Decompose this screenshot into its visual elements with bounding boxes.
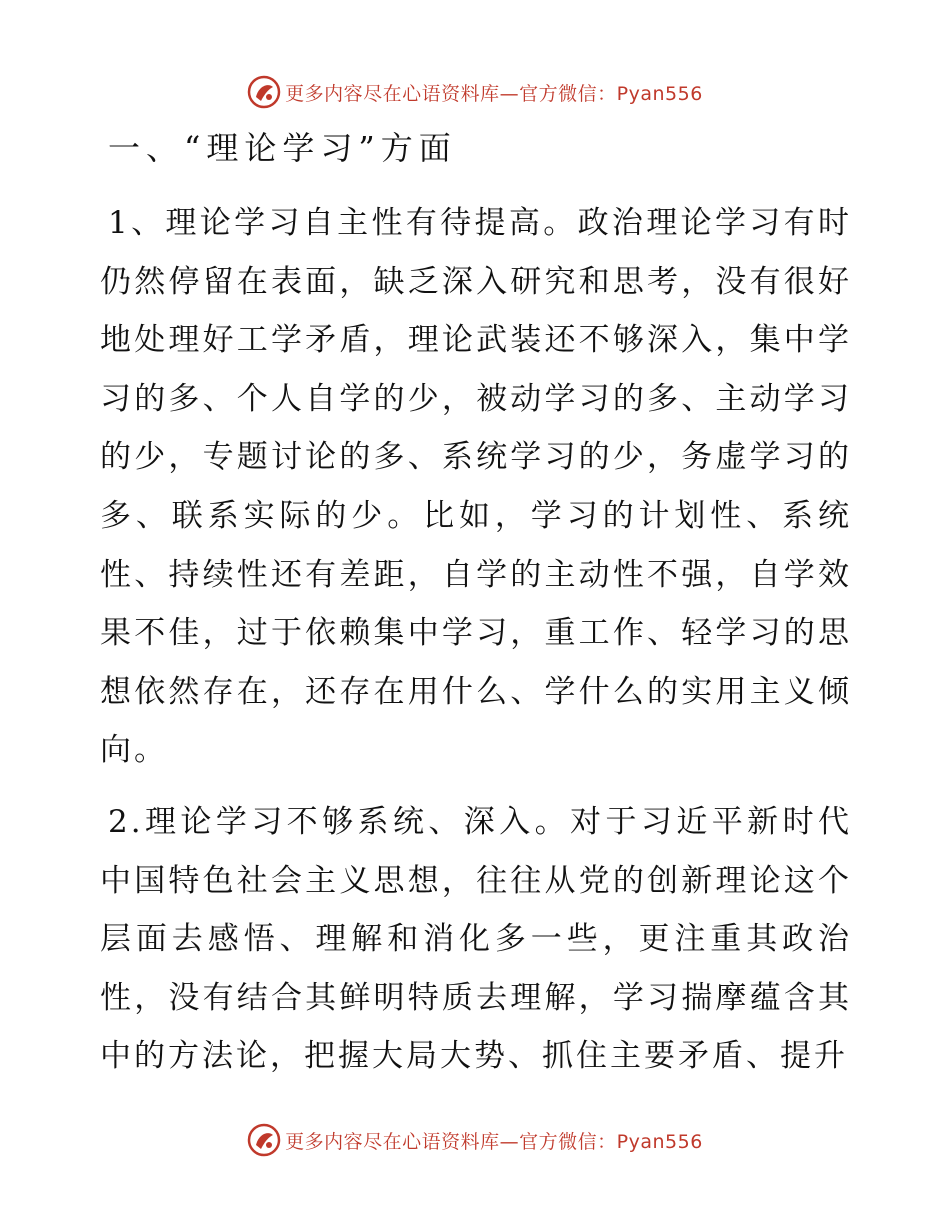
paragraph-1: 1、理论学习自主性有待提高。政治理论学习有时仍然停留在表面，缺乏深入研究和思考，没有很好地处理好工学矛盾，理论武装还不够深入，集中学习的多、个人自学的少，被动学习的多、主动学习的少，专题讨论的多、系统学习的少，务虚学习的多、联系实际的少。比如，学习的计划性、系统性、持续性还有差距，自学的主动性不强，自学效果不佳，过于依赖集中学习，重工作、轻学习的思想依然存在，还存在用什么、学什么的实用主义倾向。 xyxy=(100,205,852,769)
banner-text: 更多内容尽在心语资料库—官方微信：Pyan556 xyxy=(285,1130,703,1153)
paragraph-2: 2.理论学习不够系统、深入。对于习近平新时代中国特色社会主义思想，往往从党的创新理论这个层面去感悟、理解和消化多一些，更注重其政治性，没有结合其鲜明特质去理解，学习揣摩蕴含其中的方法论，把握大局大势、抓住主要矛盾、提升 xyxy=(100,804,852,1075)
header-banner xyxy=(0,72,950,112)
footer-banner xyxy=(0,1120,950,1160)
banner-text: 更多内容尽在心语资料库—官方微信：Pyan556 xyxy=(285,82,703,105)
seal-logo-icon xyxy=(247,75,281,109)
section-heading: 一、“理论学习”方面 xyxy=(108,129,457,167)
seal-logo-icon xyxy=(247,1123,281,1157)
